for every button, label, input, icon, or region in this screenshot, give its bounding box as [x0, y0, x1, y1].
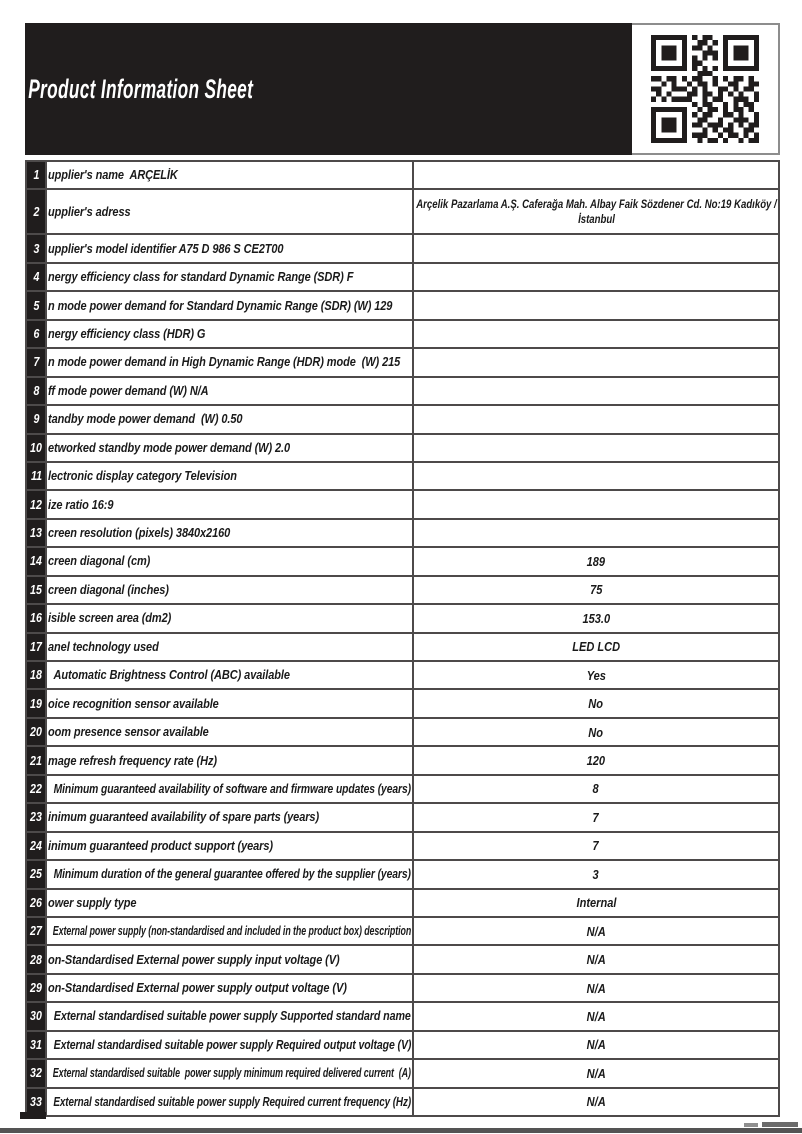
table-row — [27, 190, 778, 235]
row-label: inimum guaranteed availability of spare parts (years) — [48, 810, 320, 825]
row-value: N/A — [412, 1032, 778, 1058]
row-number: 27 — [27, 918, 47, 944]
row-number: 4 — [27, 264, 47, 290]
row-label: mage refresh frequency rate (Hz) — [48, 753, 217, 768]
row-number: 20 — [27, 719, 47, 745]
table-row — [27, 577, 778, 605]
row-value — [412, 349, 778, 375]
row-label: upplier's name ARÇELİK — [48, 168, 178, 183]
row-value: No — [412, 690, 778, 716]
table-row — [27, 747, 778, 775]
table-row — [27, 264, 778, 292]
row-number: 17 — [27, 634, 47, 660]
row-label: n mode power demand in High Dynamic Range (HDR) mode (W) 215 — [48, 355, 401, 370]
table-row — [27, 162, 778, 190]
row-number: 18 — [27, 662, 47, 688]
table-row — [27, 1003, 778, 1031]
row-label: oice recognition sensor available — [48, 696, 219, 711]
row-value: N/A — [412, 946, 778, 972]
row-number: 16 — [27, 605, 47, 631]
row-value — [412, 162, 778, 188]
table-row — [27, 918, 778, 946]
row-number: 22 — [27, 776, 47, 802]
row-number: 5 — [27, 292, 47, 318]
row-label: inimum guaranteed product support (years) — [48, 838, 273, 853]
row-number: 10 — [27, 435, 47, 461]
row-value: 120 — [412, 747, 778, 773]
row-number: 6 — [27, 321, 47, 347]
row-number: 14 — [27, 548, 47, 574]
table-row — [27, 719, 778, 747]
footer-fragment — [762, 1122, 798, 1127]
row-number: 7 — [27, 349, 47, 375]
header-bar — [25, 23, 632, 155]
row-value: 8 — [412, 776, 778, 802]
row-label: etworked standby mode power demand (W) 2.0 — [48, 440, 291, 455]
table-row — [27, 975, 778, 1003]
product-table — [25, 160, 780, 1117]
row-number: 26 — [27, 890, 47, 916]
row-value: 153.0 — [412, 605, 778, 631]
row-value — [412, 491, 778, 517]
row-value: No — [412, 719, 778, 745]
row-number: 30 — [27, 1003, 47, 1029]
row-number: 33 — [27, 1089, 47, 1115]
row-label: upplier's adress — [48, 204, 131, 219]
row-label: on-Standardised External power supply input voltage (V) — [48, 952, 340, 967]
row-number: 9 — [27, 406, 47, 432]
table-row — [27, 662, 778, 690]
row-number: 1 — [27, 162, 47, 188]
table-row — [27, 1060, 778, 1088]
page-title: Product Information Sheet — [28, 73, 254, 104]
row-value: Arçelik Pazarlama A.Ş. Caferağa Mah. Albay Faik Sözdener Cd. No:19 Kadıköy / İstanbul — [412, 190, 778, 233]
row-value: Internal — [412, 890, 778, 916]
row-value — [412, 378, 778, 404]
row-number: 15 — [27, 577, 47, 603]
row-label: External standardised suitable power supply Supported standard name — [48, 1009, 411, 1024]
table-row — [27, 321, 778, 349]
row-label: External standardised suitable power supply minimum required delivered current (A) — [48, 1066, 411, 1081]
row-number: 11 — [27, 463, 47, 489]
row-label: ize ratio 16:9 — [48, 497, 114, 512]
row-number: 3 — [27, 235, 47, 261]
row-value: 7 — [412, 804, 778, 830]
table-row — [27, 605, 778, 633]
row-number: 2 — [27, 190, 47, 233]
row-label: isible screen area (dm2) — [48, 611, 172, 626]
footer-rule — [0, 1128, 802, 1133]
table-row — [27, 861, 778, 889]
row-value — [412, 235, 778, 261]
table-row — [27, 406, 778, 434]
row-label: Minimum guaranteed availability of software and firmware updates (years) — [48, 781, 411, 796]
row-number: 21 — [27, 747, 47, 773]
row-value: 75 — [412, 577, 778, 603]
table-row — [27, 890, 778, 918]
table-row — [27, 378, 778, 406]
row-label: creen diagonal (cm) — [48, 554, 151, 569]
row-label: nergy efficiency class for standard Dynamic Range (SDR) F — [48, 270, 354, 285]
row-value — [412, 406, 778, 432]
row-label: upplier's model identifier A75 D 986 S CE2T00 — [48, 241, 284, 256]
table-row — [27, 833, 778, 861]
row-number: 24 — [27, 833, 47, 859]
row-label: External standardised suitable power supply Required output voltage (V) — [48, 1037, 412, 1052]
table-row — [27, 235, 778, 263]
row-value: 189 — [412, 548, 778, 574]
row-number: 13 — [27, 520, 47, 546]
row-number: 19 — [27, 690, 47, 716]
row-value: N/A — [412, 1060, 778, 1086]
row-label: nergy efficiency class (HDR) G — [48, 326, 206, 341]
row-number: 23 — [27, 804, 47, 830]
table-row — [27, 690, 778, 718]
table-row — [27, 946, 778, 974]
row-value: 3 — [412, 861, 778, 887]
table-row — [27, 435, 778, 463]
row-label: Automatic Brightness Control (ABC) available — [48, 668, 290, 683]
row-label: tandby mode power demand (W) 0.50 — [48, 412, 243, 427]
table-row — [27, 634, 778, 662]
table-row — [27, 776, 778, 804]
row-label: creen diagonal (inches) — [48, 582, 169, 597]
row-label: ower supply type — [48, 895, 137, 910]
row-value — [412, 264, 778, 290]
table-row — [27, 292, 778, 320]
table-row — [27, 491, 778, 519]
row-label: anel technology used — [48, 639, 159, 654]
row-value: N/A — [412, 1089, 778, 1115]
row-value: LED LCD — [412, 634, 778, 660]
table-row — [27, 804, 778, 832]
row-number: 28 — [27, 946, 47, 972]
row-value — [412, 520, 778, 546]
row-label: n mode power demand for Standard Dynamic Range (SDR) (W) 129 — [48, 298, 393, 313]
table-row — [27, 1089, 778, 1115]
row-value: Yes — [412, 662, 778, 688]
table-row — [27, 463, 778, 491]
row-number: 8 — [27, 378, 47, 404]
table-corner-tab — [20, 1112, 46, 1119]
row-label: on-Standardised External power supply output voltage (V) — [48, 981, 347, 996]
row-number: 31 — [27, 1032, 47, 1058]
row-value — [412, 292, 778, 318]
row-value: N/A — [412, 1003, 778, 1029]
row-label: External standardised suitable power supply Required current frequency (Hz) — [48, 1094, 412, 1109]
row-number: 32 — [27, 1060, 47, 1086]
row-value — [412, 435, 778, 461]
row-number: 25 — [27, 861, 47, 887]
row-label: oom presence sensor available — [48, 725, 209, 740]
row-label: ff mode power demand (W) N/A — [48, 383, 209, 398]
table-row — [27, 548, 778, 576]
row-label: External power supply (non-standardised and included in the product box) description — [48, 924, 412, 939]
table-row — [27, 520, 778, 548]
row-value: 7 — [412, 833, 778, 859]
row-value — [412, 463, 778, 489]
row-value: N/A — [412, 918, 778, 944]
row-number: 12 — [27, 491, 47, 517]
qr-code-icon — [651, 35, 759, 143]
footer-fragment — [744, 1123, 758, 1127]
row-label: lectronic display category Television — [48, 469, 237, 484]
table-row — [27, 1032, 778, 1060]
row-number: 29 — [27, 975, 47, 1001]
table-row — [27, 349, 778, 377]
qr-code-box — [632, 23, 780, 155]
row-label: Minimum duration of the general guarantee offered by the supplier (years) — [48, 867, 411, 882]
row-value — [412, 321, 778, 347]
row-value: N/A — [412, 975, 778, 1001]
row-label: creen resolution (pixels) 3840x2160 — [48, 526, 231, 541]
